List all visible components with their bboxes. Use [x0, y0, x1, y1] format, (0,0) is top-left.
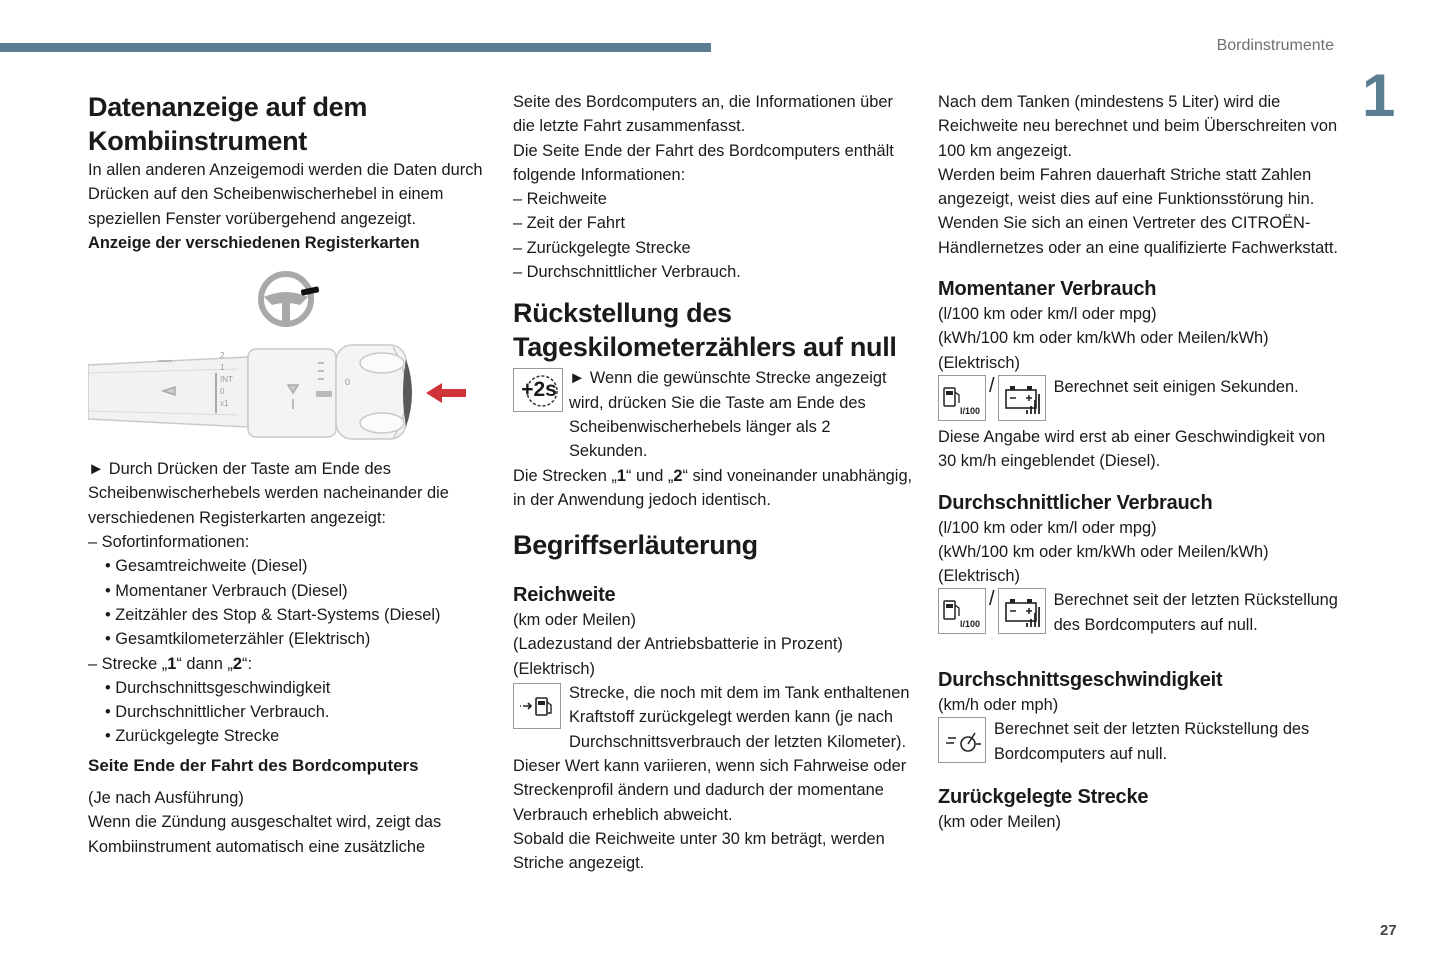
- paragraph-strecken: Die Strecken „1“ und „2“ sind voneinander unabhängig, in der Anwendung jedoch identisch.: [513, 466, 913, 509]
- momentaner-text: Berechnet seit einigen Sekunden.: [1053, 377, 1299, 396]
- reset-text: ► Wenn die gewünschte Strecke angezeigt wird, drücken Sie die Taste am Ende des Scheibenwischerhebels länger als 2 Sekunden.: [569, 369, 887, 461]
- subheading-registerkarten: Anzeige der verschiedenen Registerkarten: [88, 233, 420, 252]
- heading-momentaner-verbrauch: Momentaner Verbrauch: [938, 278, 1157, 301]
- paragraph-variieren: Dieser Wert kann variieren, wenn sich Fahrweise oder Streckenprofil ändern und dadurch der momentane Verbrauch erheblich abweicht.: [513, 756, 907, 824]
- text-einheit-kwh-dv: (kWh/100 km oder km/kWh oder Meilen/kWh): [938, 542, 1269, 561]
- column-2: [513, 90, 913, 875]
- paragraph-funktionsstoerung: Werden beim Fahren dauerhaft Striche statt Zahlen angezeigt, weist dies auf eine Funktionsstörung hin. Wenden Sie sich an einen Vertreter des CITROËN-Händlernetzes oder an eine qualifizierte Fachwerkstatt.: [938, 165, 1338, 257]
- paragraph-enthaelt: Die Seite Ende der Fahrt des Bordcomputers enthält folgende Informationen:: [513, 141, 894, 184]
- text-km-meilen: (km oder Meilen): [513, 611, 636, 630]
- list-item-strecke: – Strecke „1“ dann „2“:: [88, 654, 253, 673]
- fuel-consumption-icon: l/100: [938, 375, 986, 421]
- heading-rueckstellung: Rückstellung des Tageskilometerzählers auf null: [513, 298, 897, 363]
- lever-label-2: 2: [220, 351, 225, 361]
- text-einheit-l100-dv: (l/100 km oder km/l oder mpg): [938, 518, 1157, 537]
- text-elektrisch-mom: (Elektrisch): [938, 353, 1020, 372]
- page-number: 27: [1380, 922, 1397, 939]
- text-elektrisch: (Elektrisch): [513, 659, 595, 678]
- reset-instruction: [513, 366, 913, 463]
- text-km-meilen-zs: (km oder Meilen): [938, 812, 1061, 831]
- list-item-strecke: – Zurückgelegte Strecke: [513, 238, 691, 257]
- text-kmh: (km/h oder mph): [938, 696, 1059, 715]
- avg-battery-consumption-icon: [998, 588, 1046, 634]
- list-item-zeitzaehler: • Zeitzähler des Stop & Start-Systems (Diesel): [105, 605, 441, 624]
- heading-durchschnittlicher-verbrauch: Durchschnittlicher Verbrauch: [938, 491, 1213, 514]
- wiper-lever-illustration: [88, 259, 488, 459]
- list-item-zeit: – Zeit der Fahrt: [513, 214, 626, 233]
- list-item-durchschnittsgeschw: • Durchschnittsgeschwindigkeit: [105, 678, 331, 697]
- range-description: [513, 681, 913, 754]
- paragraph-geschwindigkeit: Diese Angabe wird erst ab einer Geschwindigkeit von 30 km/h eingeblendet (Diesel).: [938, 427, 1326, 471]
- subheading-ende-fahrt: Seite Ende der Fahrt des Bordcomputers: [88, 755, 419, 775]
- paragraph-zuendung: Wenn die Zündung ausgeschaltet wird, zeigt das Kombiinstrument automatisch eine zusätzliche: [88, 813, 442, 856]
- list-item-gesamtreichweite: • Gesamtreichweite (Diesel): [105, 557, 308, 576]
- column-3: [938, 90, 1338, 834]
- heading-durchschnittsgeschwindigkeit: Durchschnittsgeschwindigkeit: [938, 669, 1223, 692]
- paragraph-striche: Sobald die Reichweite unter 30 km beträgt, werden Striche angezeigt.: [513, 829, 885, 873]
- heading-reichweite: Reichweite: [513, 584, 616, 607]
- plus-2s-button-icon: +2s: [513, 368, 563, 412]
- list-item-reichweite: – Reichweite: [513, 190, 607, 209]
- momentaner-icons: [938, 375, 1338, 421]
- text-einheit-l100: (l/100 km oder km/l oder mpg): [938, 305, 1157, 324]
- average-speed-icon: [938, 717, 986, 763]
- paragraph-tanken: Nach dem Tanken (mindestens 5 Liter) wird die Reichweite neu berechnet und beim Überschreiten von 100 km angezeigt.: [938, 93, 1338, 160]
- paragraph-ausfuehrung: (Je nach Ausführung): [88, 789, 244, 808]
- range-fuel-icon: [513, 683, 561, 729]
- text-ladezustand: (Ladezustand der Antriebsbatterie in Prozent): [513, 635, 843, 654]
- lever-label-1: 1: [220, 363, 225, 373]
- list-item-gesamtkm: • Gesamtkilometerzähler (Elektrisch): [105, 630, 371, 649]
- column-1: [88, 90, 488, 859]
- battery-consumption-icon: [998, 375, 1046, 421]
- lever-label-int: INT: [220, 375, 233, 385]
- list-item-sofort: – Sofortinformationen:: [88, 533, 250, 552]
- heading-begriffe: Begriffserläuterung: [513, 530, 758, 561]
- wiper-stalk-icon: [88, 339, 488, 449]
- paragraph-press: ► Durch Drücken der Taste am Ende des Scheibenwischerhebels werden nacheinander die verschiedenen Registerkarten angezeigt:: [88, 460, 449, 527]
- list-item-verbrauch: – Durchschnittlicher Verbrauch.: [513, 263, 741, 282]
- text-einheit-kwh: (kWh/100 km oder km/kWh oder Meilen/kWh): [938, 329, 1269, 348]
- speed-text: Berechnet seit der letzten Rückstellung des Bordcomputers auf null.: [994, 720, 1310, 763]
- durchschnitt-icons: [938, 588, 1338, 637]
- chapter-number: 1: [1362, 62, 1396, 129]
- lever-label-x1: x1: [220, 399, 229, 409]
- paragraph-intro: In allen anderen Anzeigemodi werden die Daten durch Drücken auf den Scheibenwischerhebel in einem speziellen Fenster vorübergehend angezeigt.: [88, 161, 483, 228]
- text-elektrisch-dv: (Elektrisch): [938, 567, 1020, 586]
- section-title: Bordinstrumente: [1216, 37, 1334, 54]
- lever-label-0: 0: [220, 387, 225, 397]
- header-bar: [0, 43, 711, 52]
- range-text: Strecke, die noch mit dem im Tank enthaltenen Kraftstoff zurückgelegt werden kann (je nach Durchschnittsverbrauch der letzten Kilometer).: [569, 684, 910, 751]
- avg-fuel-consumption-icon: l/100: [938, 588, 986, 634]
- lever-label-0b: 0: [345, 377, 351, 388]
- durchschnitt-text: Berechnet seit der letzten Rückstellung des Bordcomputers auf null.: [1053, 591, 1338, 634]
- list-item-zurueckgelegt: • Zurückgelegte Strecke: [105, 727, 280, 746]
- paragraph-seite: Seite des Bordcomputers an, die Informationen über die letzte Fahrt zusammenfasst.: [513, 93, 893, 136]
- speed-description: [938, 717, 1338, 766]
- icon-separator: /: [989, 374, 995, 397]
- list-item-momentaner: • Momentaner Verbrauch (Diesel): [105, 581, 348, 600]
- list-item-durchschnittsverbr: • Durchschnittlicher Verbrauch.: [105, 703, 330, 722]
- icon-separator-dv: /: [989, 588, 995, 611]
- heading-zurueckgelegte-strecke: Zurückgelegte Strecke: [938, 785, 1149, 808]
- steering-wheel-icon: [256, 269, 326, 329]
- heading-datenanzeige: Datenanzeige auf dem Kombiinstrument: [88, 92, 368, 156]
